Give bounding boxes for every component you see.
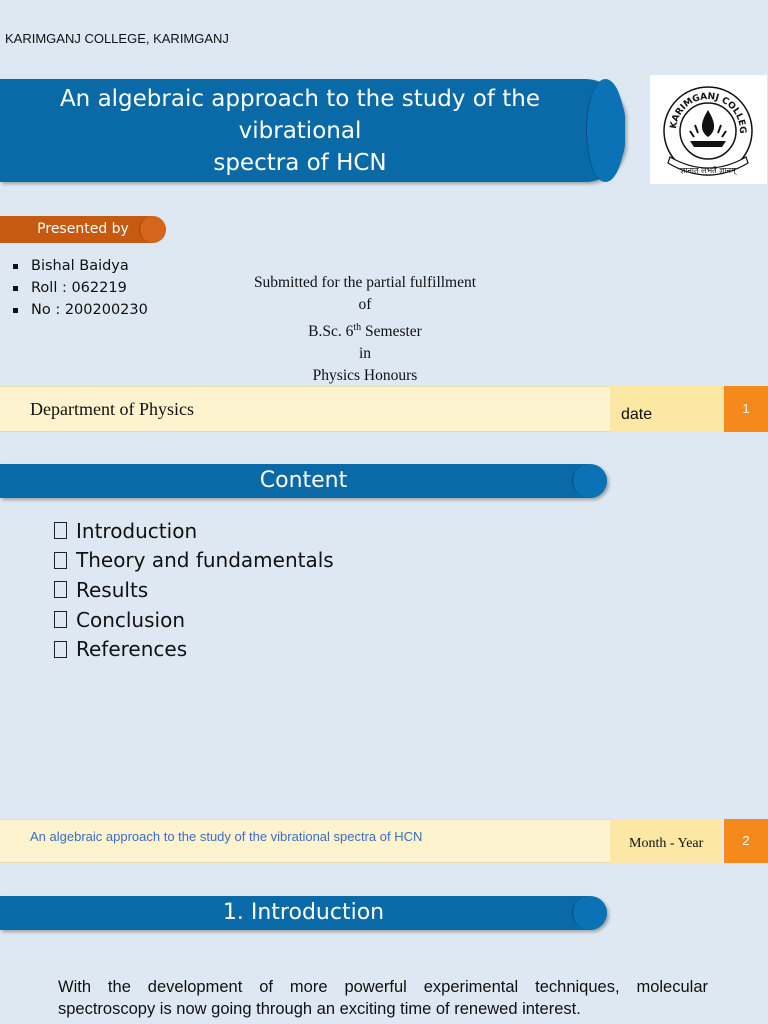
checkbox-icon <box>54 522 67 539</box>
checkbox-icon <box>54 552 67 569</box>
submitted-line-2: of <box>358 296 372 314</box>
presenter-number: No : 200200230 <box>31 302 148 318</box>
department-name: Department of Physics <box>30 399 194 419</box>
scroll-roll-decoration <box>572 896 607 930</box>
college-emblem-icon <box>650 75 767 184</box>
slide-1-date-box <box>610 386 724 432</box>
title-line-1: An algebraic approach to the study of the <box>59 86 541 112</box>
semester-text: Semester <box>361 322 422 340</box>
list-item <box>54 516 334 546</box>
scroll-roll-decoration <box>572 464 607 498</box>
toc-item-theory: Theory and fundamentals <box>76 548 334 573</box>
introduction-banner <box>0 896 607 930</box>
list-item <box>13 255 148 277</box>
list-item <box>54 546 334 576</box>
submitted-line-5: Physics Honours <box>312 367 418 385</box>
introduction-paragraph: With the development of more powerful experimental techniques, molecular spectroscopy is now going through an exciting time of renewed interest. <box>58 978 708 1018</box>
degree-text: B.Sc. 6 <box>308 322 354 340</box>
list-item <box>13 277 148 299</box>
presented-by-label: Presented by <box>37 221 129 237</box>
list-item <box>54 575 334 605</box>
scroll-roll-decoration <box>586 79 625 182</box>
ordinal-suffix: th <box>353 321 362 333</box>
logo-ring-text: KARIMGANJ COLLEG <box>668 91 748 134</box>
bullet-icon <box>13 264 18 269</box>
table-of-contents <box>54 516 334 664</box>
presenter-details <box>13 255 148 321</box>
checkbox-icon <box>54 611 67 628</box>
bullet-icon <box>13 286 18 291</box>
presenter-name: Bishal Baidya <box>31 258 129 274</box>
content-heading: Content <box>259 468 348 493</box>
slide-2-date: Month - Year <box>629 836 704 851</box>
slide-1-date: date <box>621 406 653 423</box>
toc-item-references: References <box>76 637 188 662</box>
logo-motto: ज्ञानात् लभते ज्ञानम् <box>680 166 736 175</box>
submission-statement <box>210 272 520 388</box>
toc-item-conclusion: Conclusion <box>76 607 185 632</box>
presentation-title <box>0 83 600 179</box>
title-line-2: vibrational <box>238 118 362 144</box>
bullet-icon <box>13 308 18 313</box>
checkbox-icon <box>54 581 67 598</box>
title-banner <box>0 79 625 182</box>
list-item <box>13 299 148 321</box>
tag-roll-decoration <box>139 216 166 243</box>
slide-1-footer <box>0 386 610 432</box>
submitted-line-4: in <box>358 345 372 363</box>
college-name: KARIMGANJ COLLEGE, KARIMGANJ <box>5 31 229 46</box>
slide-1-page-number: 1 <box>724 386 768 432</box>
content-banner <box>0 464 607 498</box>
list-item <box>54 634 334 664</box>
presented-by-tag <box>0 216 166 243</box>
slide-2-page-number: 2 <box>724 819 768 863</box>
introduction-heading: 1. Introduction <box>222 900 385 925</box>
toc-item-results: Results <box>76 577 149 602</box>
submitted-line-3 <box>210 317 520 343</box>
toc-item-introduction: Introduction <box>76 518 198 543</box>
slide-2-footer-title: An algebraic approach to the study of the vibrational spectra of HCN <box>30 829 423 844</box>
list-item <box>54 605 334 635</box>
presenter-roll: Roll : 062219 <box>31 280 127 296</box>
slide-2-date-box <box>610 819 721 863</box>
submitted-line-1: Submitted for the partial fulfillment <box>253 274 477 291</box>
slide-2-footer <box>0 819 610 863</box>
title-line-3: spectra of HCN <box>213 150 387 176</box>
college-logo <box>650 75 767 184</box>
checkbox-icon <box>54 641 67 658</box>
